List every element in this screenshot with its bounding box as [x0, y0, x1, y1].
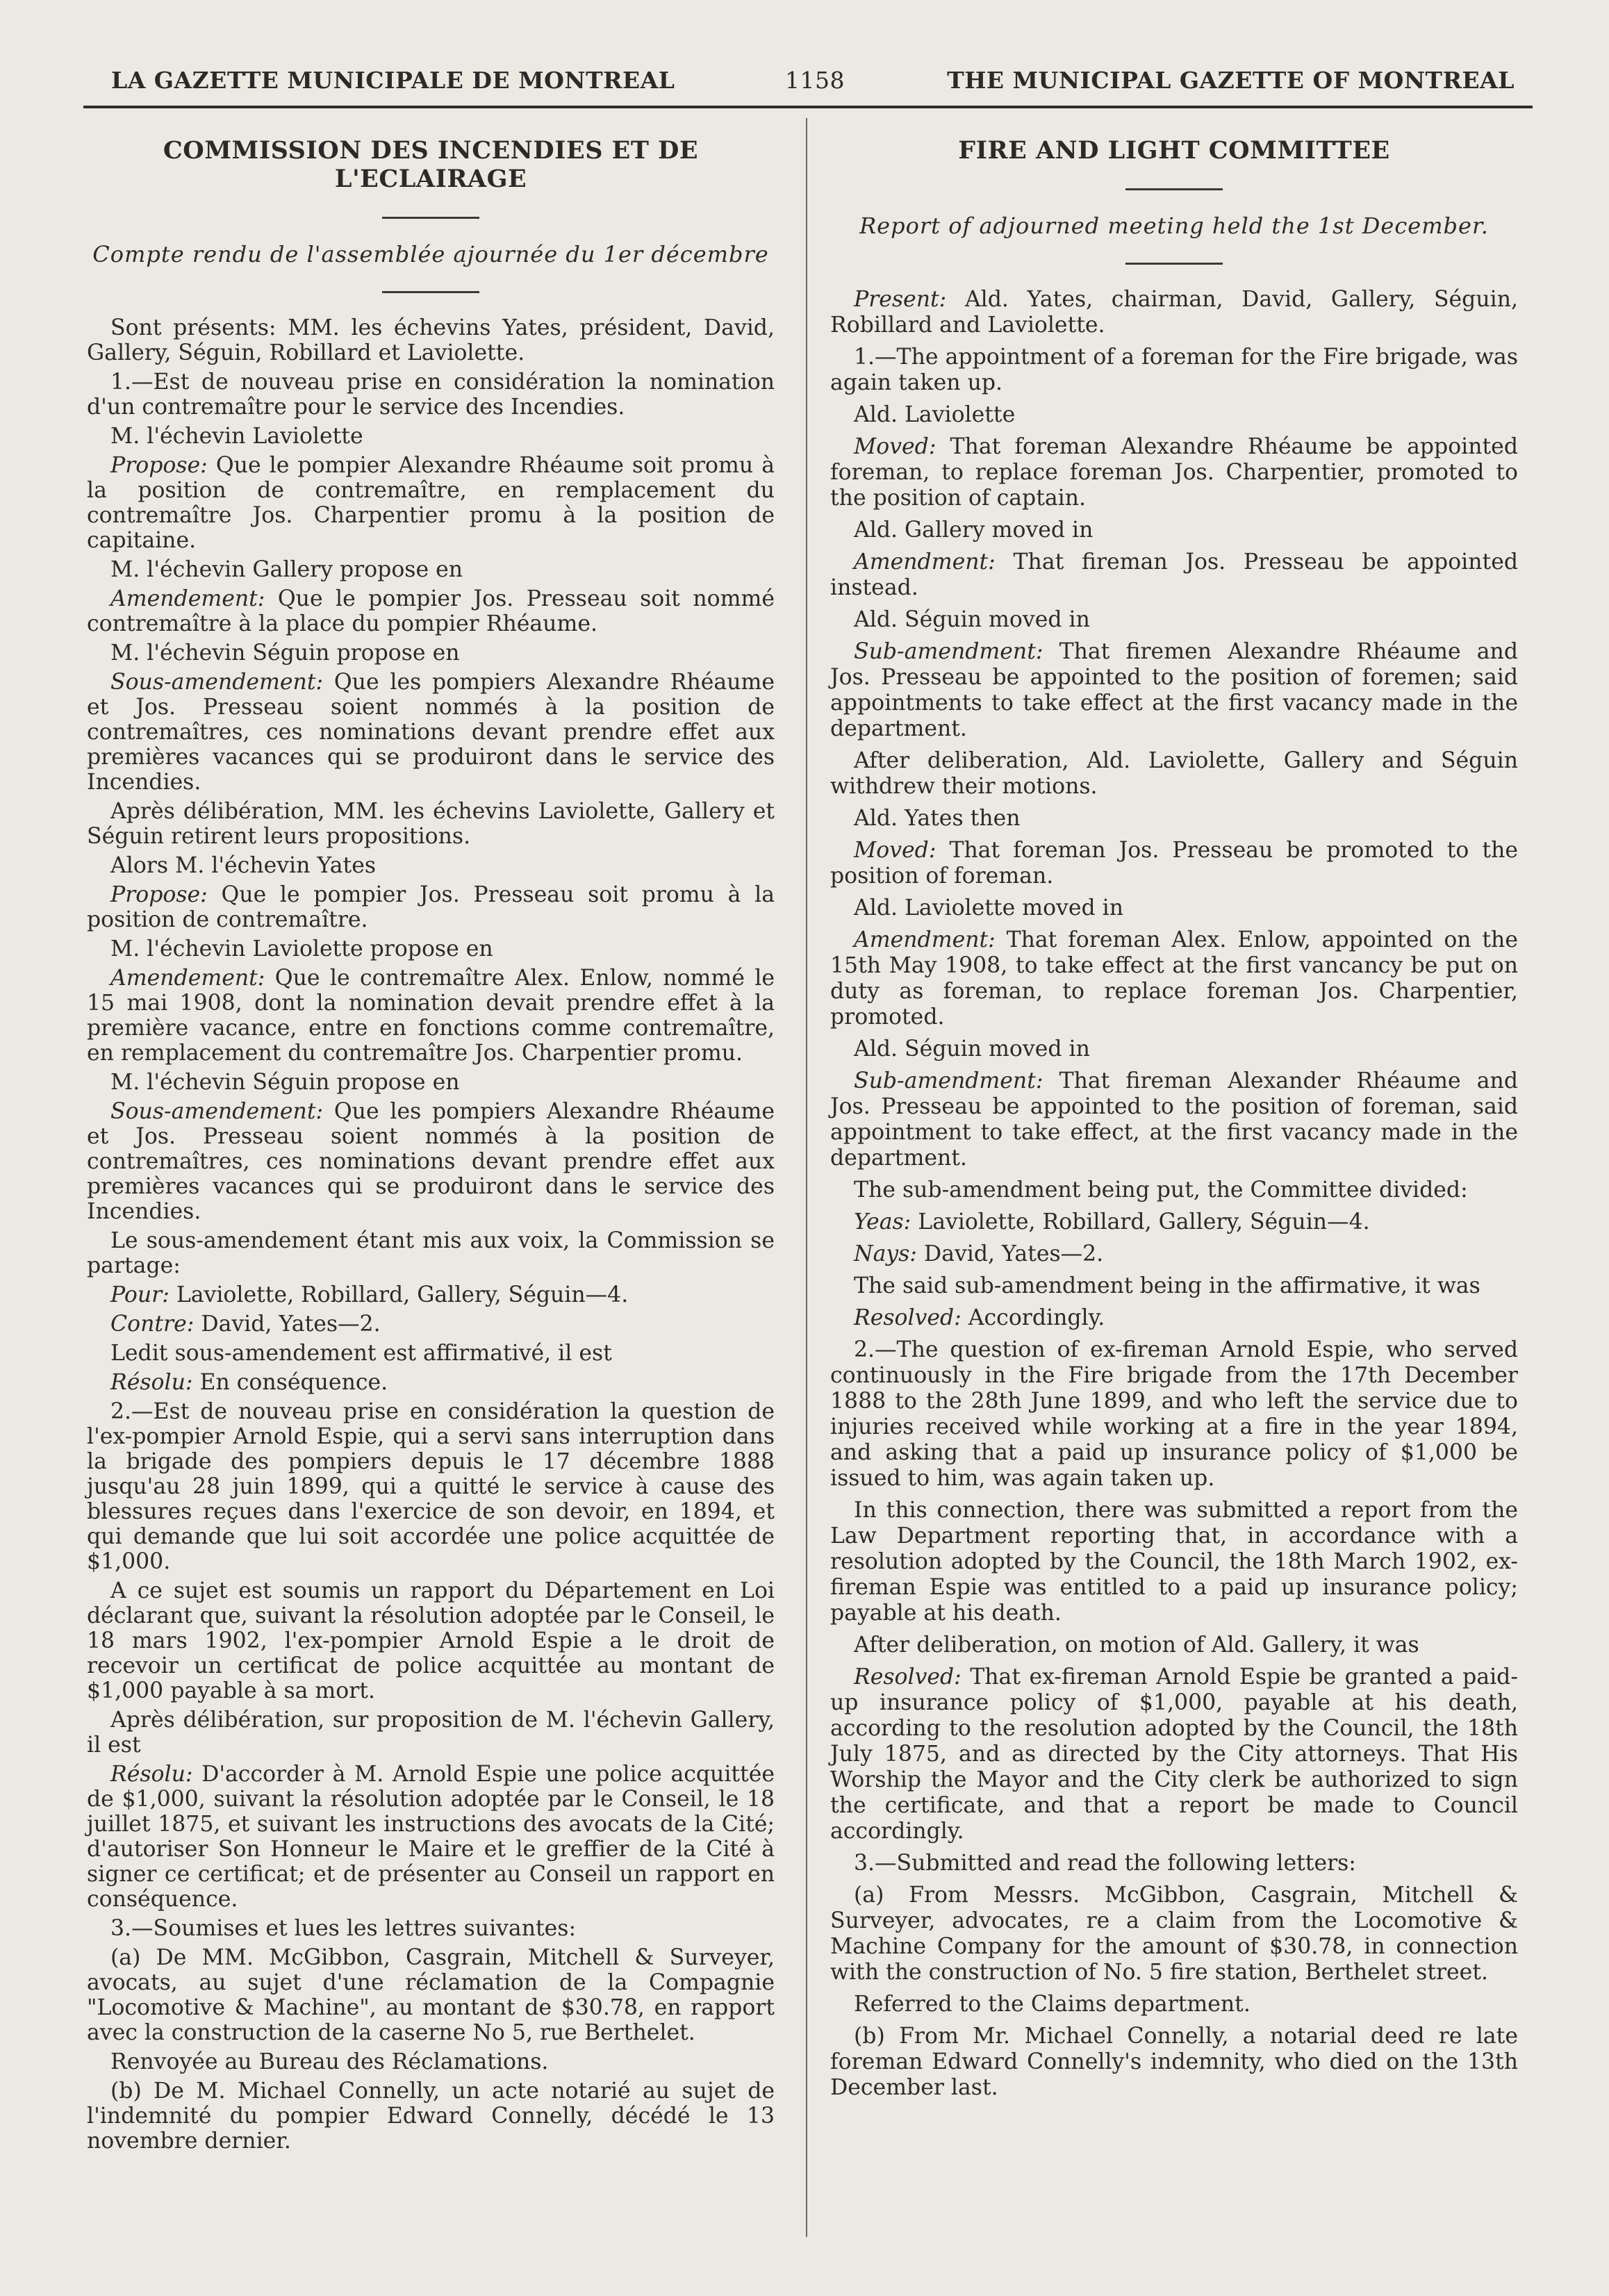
- paragraph-label: Sub-amendment:: [854, 1068, 1043, 1093]
- paragraph-label: Pour:: [110, 1282, 170, 1307]
- paragraph-text: That foreman Alexandre Rhéaume be appointed foreman, to replace foreman Jos. Charpentier, promoted to the position of captain.: [830, 434, 1518, 511]
- paragraph: [87, 641, 775, 666]
- paragraph-label: Resolved:: [854, 1305, 962, 1330]
- paragraph-text: D'accorder à M. Arnold Espie une police acquittée de $1,000, suivant la résolution adoptée par le Conseil, le 18 juillet 1875, et suivant les instructions des avocats de la Cité; d'autoriser Son Honneur le Maire et le greffier de la Cité à signer ce certificat; et de présenter au Conseil un rapport en conséquence.: [87, 1762, 775, 1912]
- paragraph: [830, 1992, 1518, 2017]
- paragraph: [87, 882, 775, 932]
- paragraph-label: Yeas:: [854, 1209, 911, 1234]
- paragraph-text: Alors M. l'échevin Yates: [110, 853, 377, 878]
- paragraph: [87, 1916, 775, 1941]
- paragraph-label: Propose:: [110, 453, 208, 478]
- paragraph: [87, 453, 775, 553]
- header-title-english: THE MUNICIPAL GAZETTE OF MONTREAL: [947, 67, 1515, 94]
- paragraph-label: Moved:: [854, 838, 936, 863]
- paragraph: [87, 1708, 775, 1758]
- subtitle-rule: [1125, 263, 1223, 265]
- column-divider: [806, 118, 807, 2237]
- paragraph-text: That foreman Alex. Enlow, appointed on the 15th May 1908, to take effect at the first vancancy be put on duty as foreman, to replace foreman Jos. Charpentier, promoted.: [830, 927, 1518, 1030]
- paragraph-text: Renvoyée au Bureau des Réclamations.: [110, 2049, 549, 2074]
- paragraph-text: 3.—Soumises et lues les lettres suivantes:: [110, 1916, 577, 1941]
- paragraph-label: Amendement:: [110, 586, 265, 611]
- paragraph: [830, 287, 1518, 338]
- paragraph-label: Amendement:: [110, 966, 265, 991]
- paragraph-text: Ald. Yates then: [854, 806, 1021, 831]
- paragraph-label: Nays:: [854, 1241, 917, 1266]
- paragraph-text: That ex-fireman Arnold Espie be granted a paid-up insurance policy of $1,000, payable at his death, according to the resolution adopted by the Council, the 18th July 1875, and as directed by the City attorneys. That His Worship the Mayor and the City clerk be authorized to sign the certificate, and that a report be made to Council accordingly.: [830, 1665, 1518, 1844]
- paragraph: [830, 1305, 1518, 1331]
- paragraph: [830, 550, 1518, 601]
- paragraph: [87, 670, 775, 795]
- paragraph-label: Resolved:: [854, 1665, 962, 1690]
- paragraph-text: Que les pompiers Alexandre Rhéaume et Jos. Presseau soient nommés à la position de contremaîtres, ces nominations devant prendre effet aux premières vacances qui se produiront dans le service des Incendies.: [87, 1099, 775, 1224]
- header-title-french: LA GAZETTE MUNICIPALE DE MONTREAL: [111, 67, 675, 94]
- paragraph-text: That firemen Alexandre Rhéaume and Jos. Presseau be appointed to the position of foremen; said appointments to take effect at the first vacancy made in the department.: [830, 639, 1518, 741]
- paragraph-label: Contre:: [110, 1312, 195, 1337]
- paragraph-text: Ledit sous-amendement est affirmativé, il est: [110, 1341, 612, 1366]
- english-body: [830, 287, 1518, 2101]
- paragraph: [830, 1665, 1518, 1844]
- paragraph: [87, 2079, 775, 2154]
- paragraph-text: Ald. Gallery moved in: [854, 518, 1094, 543]
- paragraph: [87, 966, 775, 1066]
- paragraph-text: En conséquence.: [192, 1370, 388, 1395]
- title-rule: [382, 217, 479, 219]
- paragraph: [830, 2024, 1518, 2101]
- paragraph-text: Ald. Séguin moved in: [854, 607, 1090, 632]
- paragraph-label: Propose:: [110, 882, 208, 907]
- paragraph: [87, 799, 775, 849]
- paragraph-text: David, Yates—2.: [194, 1312, 381, 1337]
- paragraph: [87, 1341, 775, 1366]
- paragraph-text: M. l'échevin Gallery propose en: [110, 557, 463, 582]
- paragraph: [830, 1241, 1518, 1267]
- paragraph-text: Que le pompier Jos. Presseau soit promu à la position de contremaître.: [87, 882, 775, 932]
- paragraph-text: 1.—Est de nouveau prise en considération la nomination d'un contremaître pour le service des Incendies.: [87, 370, 775, 420]
- paragraph: [87, 315, 775, 365]
- paragraph-text: Le sous-amendement étant mis aux voix, la Commission se partage:: [87, 1228, 775, 1278]
- french-section-title: COMMISSION DES INCENDIES ET DE L'ECLAIRAGE: [163, 136, 699, 193]
- paragraph: [87, 1228, 775, 1278]
- title-rule: [1125, 188, 1223, 190]
- paragraph-text: The sub-amendment being put, the Committee divided:: [854, 1178, 1468, 1203]
- paragraph-text: M. l'échevin Laviolette propose en: [110, 936, 493, 961]
- paragraph-text: 2.—Est de nouveau prise en considération la question de l'ex-pompier Arnold Espie, qui a servi sans interruption dans la brigade des pompiers depuis le 17 décembre 1888 jusqu'au 28 juin 1899, qui a quitté le service à cause des blessures reçues dans l'exercice de son devoir, en 1894, et qui demande que lui soit accordée une police acquittée de $1,000.: [87, 1399, 775, 1574]
- paragraph: [87, 424, 775, 449]
- paragraph: [830, 1209, 1518, 1235]
- paragraph-label: Moved:: [854, 434, 936, 459]
- paragraph: [87, 557, 775, 582]
- paragraph-text: Laviolette, Robillard, Gallery, Séguin—4.: [169, 1282, 629, 1307]
- paragraph-text: Laviolette, Robillard, Gallery, Séguin—4.: [911, 1209, 1370, 1234]
- paragraph: [830, 345, 1518, 396]
- paragraph-text: 1.—The appointment of a foreman for the Fire brigade, was again taken up.: [830, 345, 1518, 395]
- paragraph: [830, 639, 1518, 742]
- paragraph-text: Après délibération, MM. les échevins Laviolette, Gallery et Séguin retirent leurs propositions.: [87, 799, 775, 849]
- paragraph: [87, 370, 775, 420]
- paragraph: [830, 1851, 1518, 1876]
- paragraph-text: A ce sujet est soumis un rapport du Département en Loi déclarant que, suivant la résolution adoptée par le Conseil, le 18 mars 1902, l'ex-pompier Arnold Espie a le droit de recevoir un certificat de police acquittée au montant de $1,000 payable à sa mort.: [87, 1578, 775, 1703]
- header-rule: [83, 106, 1533, 108]
- paragraph: [830, 518, 1518, 543]
- paragraph-text: Que le pompier Jos. Presseau soit nommé contremaître à la place du pompier Rhéaume.: [87, 586, 775, 636]
- paragraph: [830, 1633, 1518, 1658]
- french-subtitle: Compte rendu de l'assemblée ajournée du 1er décembre: [92, 241, 769, 267]
- subtitle-rule: [382, 291, 479, 293]
- paragraph: [830, 607, 1518, 633]
- paragraph-text: (b) De M. Michael Connelly, un acte notarié au sujet de l'indemnité du pompier Edward Connelly, décédé le 13 novembre dernier.: [87, 2079, 775, 2154]
- french-body: [87, 315, 775, 2154]
- paragraph-text: Sont présents: MM. les échevins Yates, président, David, Gallery, Séguin, Robillard et Laviolette.: [87, 315, 775, 365]
- paragraph: [830, 1036, 1518, 1062]
- paragraph-text: After deliberation, on motion of Ald. Gallery, it was: [854, 1633, 1419, 1658]
- page-number: 1158: [785, 67, 845, 94]
- paragraph: [830, 1883, 1518, 1985]
- paragraph: [830, 838, 1518, 889]
- french-column: [87, 132, 775, 2158]
- paragraph-label: Amendment:: [854, 927, 996, 952]
- paragraph-text: In this connection, there was submitted a report from the Law Department reporting that, in accordance with a resolution adopted by the Council, the 18th March 1902, ex-fireman Espie was entitled to a paid up insurance policy; payable at his death.: [830, 1498, 1518, 1626]
- paragraph-text: Referred to the Claims department.: [854, 1992, 1251, 2017]
- paragraph-label: Résolu:: [110, 1762, 193, 1787]
- paragraph-label: Sous-amendement:: [110, 1099, 324, 1124]
- paragraph: [830, 1178, 1518, 1203]
- paragraph-text: (a) De MM. McGibbon, Casgrain, Mitchell & Surveyer, avocats, au sujet d'une réclamation de la Compagnie "Locomotive & Machine", au montant de $30.78, en rapport avec la construction de la caserne No 5, rue Berthelet.: [87, 1945, 775, 2045]
- paragraph: [87, 1070, 775, 1095]
- paragraph: [830, 1273, 1518, 1299]
- paragraph-text: Après délibération, sur proposition de M. l'échevin Gallery, il est: [87, 1708, 775, 1758]
- paragraph: [87, 853, 775, 878]
- paragraph: [87, 1945, 775, 2045]
- paragraph: [87, 586, 775, 636]
- paragraph: [87, 1399, 775, 1574]
- paragraph-label: Résolu:: [110, 1370, 193, 1395]
- paragraph-text: Ald. Yates, chairman, David, Gallery, Séguin, Robillard and Laviolette.: [830, 287, 1518, 338]
- paragraph-label: Sub-amendment:: [854, 639, 1043, 664]
- paragraph: [87, 1762, 775, 1912]
- paragraph: [87, 936, 775, 961]
- paragraph: [830, 895, 1518, 921]
- paragraph-text: (b) From Mr. Michael Connelly, a notarial deed re late foreman Edward Connelly's indemnity, who died on the 13th December last.: [830, 2024, 1518, 2100]
- paragraph: [830, 1337, 1518, 1492]
- paragraph-text: Que le contremaître Alex. Enlow, nommé le 15 mai 1908, dont la nomination devait prendre effet à la première vacance, entre en fonctions comme contremaître, en remplacement du contremaître Jos. Charpentier promu.: [87, 966, 775, 1066]
- paragraph-text: Ald. Laviolette moved in: [854, 895, 1124, 920]
- paragraph-text: 2.—The question of ex-fireman Arnold Espie, who served continuously in the Fire brigade from the 17th December 1888 to the 28th June 1899, and who left the service due to injuries received while working at a fire in the year 1894, and asking that a paid up insurance policy of $1,000 be issued to him, was again taken up.: [830, 1337, 1518, 1491]
- paragraph-text: After deliberation, Ald. Laviolette, Gallery and Séguin withdrew their motions.: [830, 748, 1518, 799]
- paragraph-text: That foreman Jos. Presseau be promoted to the position of foreman.: [830, 838, 1518, 889]
- paragraph-label: Present:: [854, 287, 947, 312]
- running-header: [83, 64, 1528, 106]
- paragraph-text: M. l'échevin Laviolette: [110, 424, 363, 449]
- paragraph: [87, 1099, 775, 1224]
- paragraph: [87, 1282, 775, 1307]
- paragraph-text: That fireman Alexander Rhéaume and Jos. Presseau be appointed to the position of foreman, said appointment to take effect, at the first vacancy made in the department.: [830, 1068, 1518, 1171]
- paragraph: [830, 1068, 1518, 1171]
- paragraph-text: 3.—Submitted and read the following letters:: [854, 1851, 1356, 1876]
- paragraph-text: The said sub-amendment being in the affirmative, it was: [854, 1273, 1480, 1298]
- paragraph: [830, 806, 1518, 832]
- paragraph: [87, 1312, 775, 1337]
- paragraph-text: Accordingly.: [961, 1305, 1105, 1330]
- paragraph-text: That fireman Jos. Presseau be appointed instead.: [830, 550, 1518, 600]
- english-subtitle: Report of adjourned meeting held the 1st December.: [859, 213, 1489, 239]
- paragraph-text: Ald. Séguin moved in: [854, 1036, 1090, 1062]
- paragraph-text: M. l'échevin Séguin propose en: [110, 1070, 460, 1095]
- paragraph-label: Amendment:: [854, 550, 996, 575]
- paragraph: [830, 927, 1518, 1030]
- english-section-title: FIRE AND LIGHT COMMITTEE: [958, 136, 1390, 165]
- paragraph-text: (a) From Messrs. McGibbon, Casgrain, Mitchell & Surveyer, advocates, re a claim from the Locomotive & Machine Company for the amount of $30.78, in connection with the construction of No. 5 fire station, Berthelet street.: [830, 1883, 1518, 1985]
- paragraph: [87, 1578, 775, 1703]
- paragraph-label: Sous-amendement:: [110, 670, 324, 695]
- english-column: [830, 132, 1518, 2107]
- paragraph-text: Que le pompier Alexandre Rhéaume soit promu à la position de contremaître, en remplacement du contremaître Jos. Charpentier promu à la position de capitaine.: [87, 453, 775, 553]
- paragraph: [87, 1370, 775, 1395]
- paragraph-text: Ald. Laviolette: [854, 402, 1016, 427]
- paragraph-text: M. l'échevin Séguin propose en: [110, 641, 460, 666]
- paragraph: [830, 748, 1518, 800]
- paragraph: [830, 402, 1518, 428]
- paragraph-text: David, Yates—2.: [916, 1241, 1104, 1266]
- paragraph: [830, 434, 1518, 511]
- paragraph: [87, 2049, 775, 2074]
- paragraph: [830, 1498, 1518, 1626]
- paragraph-text: Que les pompiers Alexandre Rhéaume et Jos. Presseau soient nommés à la position de contremaîtres, ces nominations devant prendre effet aux premières vacances qui se produiront dans le service des Incendies.: [87, 670, 775, 795]
